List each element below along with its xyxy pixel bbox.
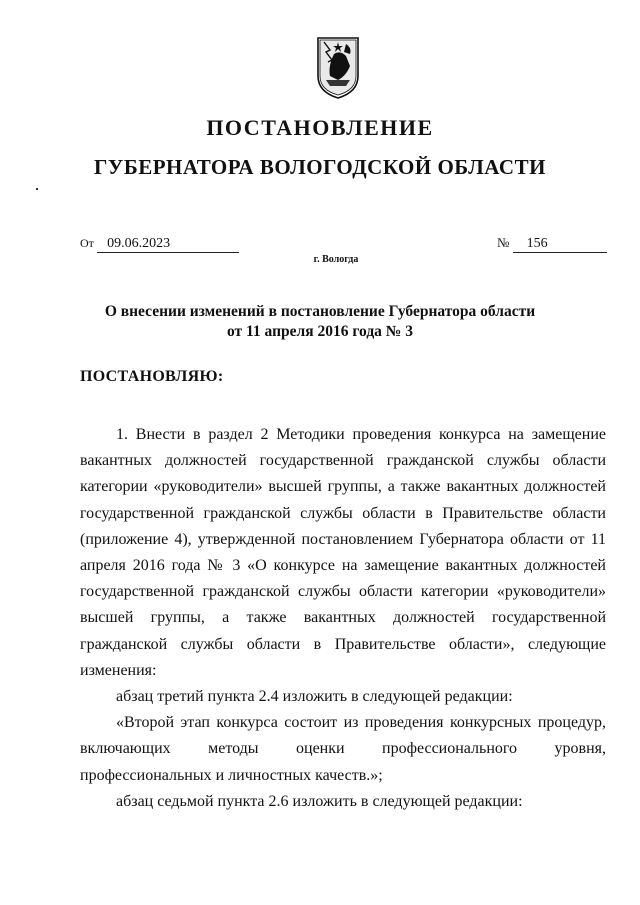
resolve-heading: ПОСТАНОВЛЯЮ: <box>80 368 224 385</box>
issuer-title: ГУБЕРНАТОРА ВОЛОГОДСКОЙ ОБЛАСТИ <box>94 155 546 179</box>
date-field <box>80 235 239 253</box>
document-title: ПОСТАНОВЛЕНИЕ <box>206 115 434 140</box>
document-body <box>80 422 606 815</box>
body-paragraph: абзац третий пункта 2.4 изложить в следующей редакции: <box>116 688 513 706</box>
document-subject <box>0 302 640 342</box>
body-paragraph: «Второй этап конкурса состоит из проведения конкурсных процедур, включающих методы оценки профессионального уровня, профессиональных и личностных качеств.»; <box>80 714 606 784</box>
body-paragraph: 1. Внести в раздел 2 Методики проведения конкурса на замещение вакантных должностей государственной гражданской службы области категории «руководители» высшей группы, а также вакантных должностей государственной гражданской службы области в Правительстве области (приложение 4), утвержденной постановлением Губернатора области от 11 апреля 2016 года № 3 «О конкурсе на замещение вакантных должностей государственной гражданской службы области категории «руководители» высшей группы, а также вакантных должностей государственной гражданской службы области в Правительстве области», следующие изменения: <box>80 426 606 679</box>
number-field <box>497 235 607 253</box>
date-value: 09.06.2023 <box>97 236 239 253</box>
city-label: г. Вологда <box>313 254 359 265</box>
number-value: 156 <box>513 236 607 253</box>
subject-line-2: от 11 апреля 2016 года № 3 <box>227 323 413 340</box>
coat-of-arms-icon <box>316 36 360 100</box>
subject-line-1: О внесении изменений в постановление Губернатора области <box>104 303 536 320</box>
scan-speck <box>36 188 38 190</box>
number-label: № <box>497 235 510 250</box>
date-label: От <box>80 236 94 250</box>
body-paragraph: абзац седьмой пункта 2.6 изложить в следующей редакции: <box>116 792 523 810</box>
